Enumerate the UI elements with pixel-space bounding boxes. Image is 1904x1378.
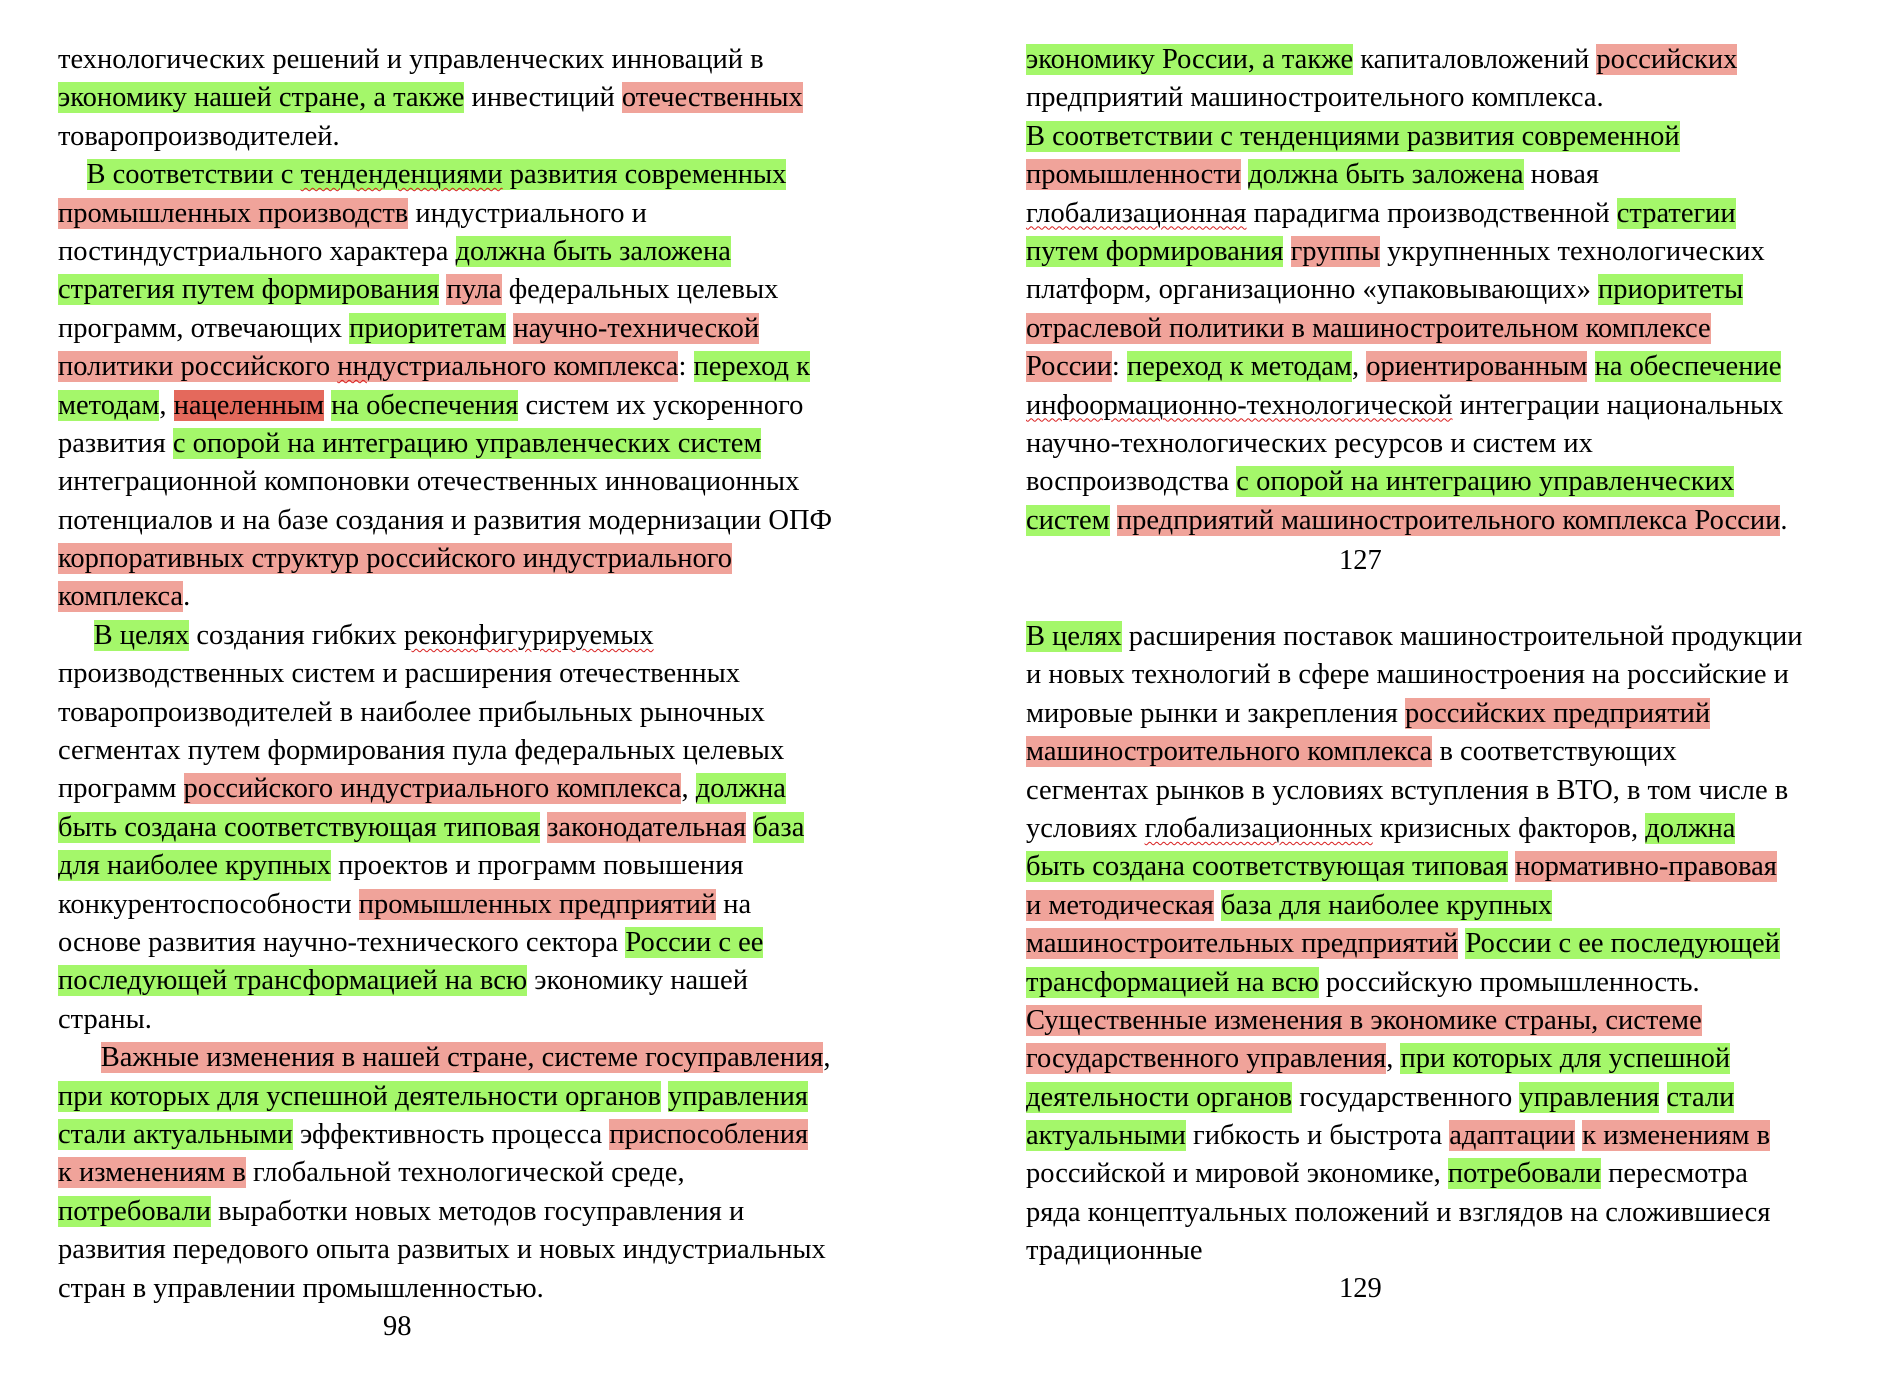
highlight-green: на обеспечения (331, 389, 519, 421)
text-line (1026, 118, 1896, 156)
highlight-green: приоритетам (349, 312, 507, 344)
text-span: инфоормационно-технологической (1026, 389, 1453, 421)
highlight-red: пула (446, 274, 502, 306)
highlight-red: ннд (337, 351, 383, 383)
text-line (58, 1231, 938, 1269)
text-span: страны. (58, 1003, 152, 1035)
text-span (1283, 236, 1290, 267)
text-span: российскую промышленность. (1318, 966, 1700, 998)
text-span: развития передового опыта развитых и новых индустриальных (58, 1234, 826, 1266)
text-span: российской и мировой экономике, (1026, 1158, 1448, 1190)
highlight-green: трансформацией на всю (1026, 966, 1319, 998)
highlight-red: Важные изменения в нашей стране, системе госуправления (100, 1042, 824, 1074)
text-line (58, 886, 938, 924)
text-span: программ, отвечающих (58, 312, 350, 344)
highlight-red: ориентированным (1366, 351, 1588, 383)
text-span: индустриального и (408, 197, 647, 229)
text-span: на (716, 888, 752, 920)
text-line (58, 348, 938, 386)
text-span: , (823, 1042, 831, 1074)
left-page-text (58, 41, 938, 1308)
text-span: постиндустриального характера (58, 235, 456, 267)
text-span: глобальной технологической среде, (245, 1157, 685, 1189)
highlight-red: предприятий машиностроительного комплекса России (1116, 504, 1781, 536)
text-span: стран в управлении промышленностью. (58, 1272, 544, 1304)
text-span: программ (58, 773, 184, 805)
highlight-green: база для наиболее крупных (1220, 889, 1553, 921)
highlight-green: при которых для успешной (1400, 1043, 1731, 1075)
highlight-green: на обеспечение (1594, 351, 1782, 383)
text-span: . (183, 581, 191, 613)
text-span: инвестиций (464, 82, 622, 114)
highlight-green: В целях (1026, 621, 1122, 652)
page-number-98: 98 (383, 1311, 412, 1342)
highlight-red: к изменениям в (58, 1157, 246, 1189)
text-line (1026, 810, 1896, 848)
highlight-green: В соответствии с (86, 159, 301, 191)
highlight-red: корпоративных структур российского индустриального (58, 543, 732, 575)
text-line (1026, 695, 1896, 733)
text-span: федеральных целевых (501, 274, 779, 306)
text-line (58, 233, 938, 271)
text-line (58, 425, 938, 463)
highlight-red: машиностроительных предприятий (1026, 928, 1459, 960)
highlight-green: стали (1666, 1081, 1735, 1113)
right-page-text-top (1026, 41, 1896, 540)
text-line (58, 617, 938, 655)
highlight-red: промышленных предприятий (358, 888, 717, 920)
text-line (58, 655, 938, 693)
text-span: товаропроизводителей. (58, 120, 340, 152)
text-span: экономику нашей (527, 965, 748, 997)
text-line (58, 387, 938, 425)
text-span: воспроизводства (1026, 466, 1237, 498)
text-span: потенциалов и на базе создания и развития модернизации ОПФ (58, 504, 833, 536)
text-span: условиях (1026, 812, 1145, 844)
text-line (1026, 1155, 1896, 1193)
highlight-green: экономику России, а также (1026, 44, 1354, 75)
highlight-red: адаптации (1449, 1120, 1576, 1152)
highlight-green: тенденденциями (300, 159, 503, 191)
text-span: , (1351, 351, 1367, 383)
text-span (1659, 1082, 1666, 1113)
text-span: сегментах путем формирования пула федеральных целевых (58, 735, 785, 767)
text-line (58, 1116, 938, 1154)
text-span: основе развития научно-технического сектора (58, 926, 626, 958)
text-span: систем их ускоренного (518, 389, 804, 421)
highlight-green: В соответствии с тенденциями развития современной (1026, 120, 1680, 152)
highlight-green: должна быть заложена (455, 235, 731, 267)
text-span: предприятий машиностроительного комплекса. (1026, 82, 1604, 114)
text-span: : (1111, 351, 1127, 383)
text-line (1026, 848, 1896, 886)
text-line (1026, 425, 1896, 463)
text-span: кризисных факторов, (1372, 812, 1646, 844)
highlight-green: при которых для успешной деятельности органов (58, 1080, 661, 1112)
text-line (58, 1078, 938, 1116)
text-line (58, 847, 938, 885)
text-span: гибкость и быстрота (1185, 1120, 1450, 1152)
text-line (1026, 1117, 1896, 1155)
highlight-green: управления (668, 1080, 809, 1112)
text-span (58, 1042, 101, 1073)
text-span: глобализационных (1144, 812, 1373, 844)
highlight-green: должна (695, 773, 786, 805)
text-line (1026, 156, 1896, 194)
highlight-red: российского индустриального комплекса (183, 773, 682, 805)
text-span: глобализационная (1026, 197, 1247, 229)
right-page-text-bottom (1026, 618, 1896, 1271)
text-span: капиталовложений (1353, 44, 1597, 75)
text-span: конкурентоспособности (58, 888, 359, 920)
text-span (58, 159, 87, 190)
text-line (1026, 1194, 1896, 1232)
text-line (1026, 1079, 1896, 1117)
text-span: , (159, 389, 174, 421)
highlight-red: отраслевой политики в машиностроительном комплексе (1026, 312, 1711, 344)
text-line (58, 463, 938, 501)
text-span: ряда концептуальных положений и взглядов на сложившиеся (1026, 1196, 1771, 1228)
text-span: платформ, организационно «упаковывающих» (1026, 274, 1599, 306)
text-line (1026, 618, 1896, 656)
text-line (58, 118, 938, 156)
text-line (58, 732, 938, 770)
page-number-127: 127 (1339, 545, 1382, 576)
text-span (1110, 505, 1117, 536)
text-span: новая (1523, 159, 1599, 191)
text-span: государственного (1292, 1081, 1520, 1113)
text-line (58, 924, 938, 962)
highlight-green: России с ее последующей (1465, 928, 1780, 960)
text-line (58, 79, 938, 117)
text-span: укрупненных технологических (1380, 235, 1765, 267)
text-span: , (681, 773, 696, 805)
highlight-red: и методическая (1026, 889, 1214, 921)
highlight-green: переход к (693, 351, 810, 383)
text-span: развития (58, 427, 173, 459)
text-line (58, 156, 938, 194)
text-span: интеграционной компоновки отечественных инновационных (58, 466, 800, 498)
text-line (58, 41, 938, 79)
text-line (58, 195, 938, 233)
text-line (1026, 502, 1896, 540)
highlight-green: актуальными (1026, 1120, 1186, 1152)
highlight-green: с опорой на интеграцию управленческих систем (172, 427, 762, 459)
highlight-green: стали актуальными (58, 1118, 293, 1150)
highlight-green: с опорой на интеграцию управленческих (1236, 466, 1735, 498)
text-line (1026, 271, 1896, 309)
text-line (58, 770, 938, 808)
highlight-green: быть создана соответствующая типовая (1026, 851, 1509, 883)
text-span: мировые рынки и закрепления (1026, 697, 1405, 729)
text-line (1026, 887, 1896, 925)
highlight-red: комплекса (58, 581, 184, 613)
highlight-green: стратегия путем формирования (58, 274, 440, 306)
highlight-green: экономику нашей стране, а также (58, 82, 465, 114)
text-line (58, 1001, 938, 1039)
highlight-green: деятельности органов (1026, 1081, 1293, 1113)
text-line (58, 1039, 938, 1077)
text-line (1026, 964, 1896, 1002)
text-line (58, 1270, 938, 1308)
highlight-red: государственного управления (1026, 1043, 1387, 1075)
highlight-green: для наиболее крупных (58, 850, 332, 882)
text-span (1587, 351, 1594, 382)
highlight-green: развития современных (502, 159, 787, 191)
highlight-red: к изменениям в (1582, 1120, 1771, 1152)
text-line (1026, 233, 1896, 271)
highlight-green: В целях (93, 619, 190, 651)
highlight-green: переход к методам (1126, 351, 1352, 383)
text-span: , (1386, 1043, 1401, 1075)
text-line (1026, 387, 1896, 425)
highlight-red: российских (1596, 44, 1738, 75)
text-line (58, 694, 938, 732)
highlight-green: потребовали (58, 1195, 212, 1227)
highlight-red: нацеленным (173, 389, 325, 421)
text-span: . (1780, 504, 1788, 536)
highlight-green: быть создана соответствующая типовая (58, 811, 541, 843)
text-line (1026, 1002, 1896, 1040)
text-span: сегментах рынков в условиях вступления в ВТО, в том числе в (1026, 774, 1789, 806)
highlight-red: отечественных (621, 82, 803, 114)
highlight-green: последующей трансформацией на всю (58, 965, 528, 997)
text-span: парадигма производственной (1246, 197, 1617, 229)
text-line (1026, 463, 1896, 501)
text-line (58, 502, 938, 540)
highlight-red: промышленных производств (58, 197, 409, 229)
text-line (1026, 79, 1896, 117)
text-span: реконфигурируемых (403, 619, 654, 651)
highlight-green: база (753, 811, 805, 843)
text-line (1026, 195, 1896, 233)
highlight-green: потребовали (1447, 1158, 1601, 1190)
page-number-129: 129 (1339, 1273, 1382, 1304)
text-line (58, 809, 938, 847)
text-line (1026, 733, 1896, 771)
text-span: расширения поставок машиностроительной продукции (1121, 621, 1803, 652)
text-span: технологических решений и управленческих инноваций в (58, 44, 764, 75)
text-span: научно-технологических ресурсов и систем их (1026, 427, 1593, 459)
text-line (58, 310, 938, 348)
text-span: проектов и программ повышения (331, 850, 744, 882)
highlight-red: группы (1290, 235, 1381, 267)
highlight-green: должна быть заложена (1248, 159, 1524, 191)
text-span (58, 620, 94, 651)
text-span: традиционные (1026, 1235, 1203, 1267)
highlight-red: России (1026, 351, 1112, 383)
text-span: пересмотра (1600, 1158, 1748, 1190)
text-span: выработки новых методов госуправления и (211, 1195, 745, 1227)
text-line (58, 271, 938, 309)
highlight-red: политики российского (58, 351, 338, 383)
text-span: интеграции национальных (1452, 389, 1784, 421)
highlight-red: научно-технической (513, 312, 760, 344)
highlight-green: России с ее (625, 926, 764, 958)
text-line (1026, 348, 1896, 386)
text-line (58, 962, 938, 1000)
highlight-red: нормативно-правовая (1515, 851, 1777, 883)
text-line (1026, 41, 1896, 79)
highlight-red: устриального комплекса (382, 351, 679, 383)
text-span: создания гибких (189, 619, 404, 651)
highlight-green: путем формирования (1026, 235, 1284, 267)
text-span: производственных систем и расширения отечественных (58, 658, 741, 690)
highlight-green: систем (1026, 504, 1110, 536)
highlight-red: промышленности (1026, 159, 1242, 191)
text-span: эффективность процесса (292, 1118, 610, 1150)
highlight-red: приспособления (609, 1118, 809, 1150)
text-line (1026, 310, 1896, 348)
highlight-green: стратегии (1616, 197, 1736, 229)
text-span: товаропроизводителей в наиболее прибыльных рыночных (58, 696, 765, 728)
highlight-red: законодательная (547, 811, 747, 843)
highlight-green: должна (1645, 812, 1736, 844)
highlight-green: методам (58, 389, 160, 421)
text-span: в соответствующих (1432, 736, 1677, 768)
text-span (661, 1081, 668, 1112)
text-line (58, 578, 938, 616)
text-line (58, 1154, 938, 1192)
text-span: : (678, 351, 694, 383)
highlight-red: российских предприятий (1404, 697, 1711, 729)
highlight-red: машиностроительного комплекса (1026, 736, 1433, 768)
text-line (1026, 656, 1896, 694)
text-line (1026, 772, 1896, 810)
highlight-green: приоритеты (1598, 274, 1744, 306)
text-span (1214, 890, 1221, 921)
text-span: и новых технологий в сфере машиностроения на российские и (1026, 659, 1789, 691)
highlight-red: Существенные изменения в экономике страны, системе (1026, 1004, 1702, 1036)
text-line (1026, 1040, 1896, 1078)
text-line (58, 1193, 938, 1231)
text-line (1026, 1232, 1896, 1270)
text-line (1026, 925, 1896, 963)
highlight-green: управления (1519, 1081, 1660, 1113)
text-line (58, 540, 938, 578)
